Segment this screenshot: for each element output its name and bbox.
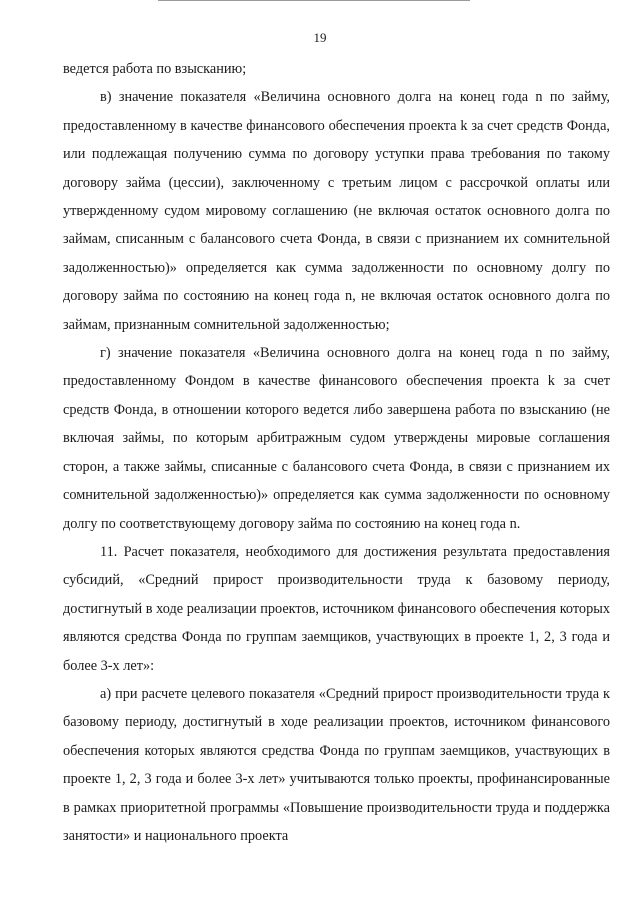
paragraph-continuation: ведется работа по взысканию;: [63, 61, 247, 77]
paragraph-item-a: а) при расчете целевого показателя «Средний прирост производительности труда к базовому периоду, достигнутый в ходе реализации проектов, источником финансового обеспечения которых являются средства Фонда по группам заемщиков, участвующих в проекте 1, 2, 3 года и более 3-х лет» учитываются только проекты, профинансированные в рамках приоритетной программы «Повышение производительности труда и поддержка занятости» и национального проекта: [63, 685, 610, 844]
document-body: [63, 55, 610, 850]
top-rule: [158, 0, 470, 1]
paragraph-item-v: в) значение показателя «Величина основного долга на конец года n по займу, предоставленному в качестве финансового обеспечения проекта k за счет средств Фонда, или подлежащая получению сумма по договору уступки права требования по такому договору займа (цессии), заключенному с третьим лицом с рассрочкой оплаты или утвержденному судом мировому соглашению (не включая остаток основного долга по займам, списанным с балансового счета Фонда, в связи с признанием их сомнительной задолженностью)» определяется как сумма задолженности по основному долгу по договору займа по состоянию на конец года n, не включая остаток основного долга по займам, признанным сомнительной задолженностью;: [63, 89, 610, 333]
paragraph-item-11: 11. Расчет показателя, необходимого для достижения результата предоставления субсидий, «Средний прирост производительности труда к базовому периоду, достигнутый в ходе реализации проектов, источником финансового обеспечения которых являются средства Фонда по группам заемщиков, участвующих в проекте 1, 2, 3 года и более 3-х лет»:: [63, 543, 610, 674]
paragraph-item-g: г) значение показателя «Величина основного долга на конец года n по займу, предоставленному Фондом в качестве финансового обеспечения проекта k за счет средств Фонда, в отношении которого ведется либо завершена работа по взысканию (не включая займы, по которым арбитражным судом утверждены мировые соглашения сторон, а также займы, списанные с балансового счета Фонда, в связи с признанием их сомнительной задолженностью)» определяется как сумма задолженности по основному долгу по соответствующему договору займа по состоянию на конец года n.: [63, 345, 610, 532]
page-number: 19: [313, 30, 327, 45]
